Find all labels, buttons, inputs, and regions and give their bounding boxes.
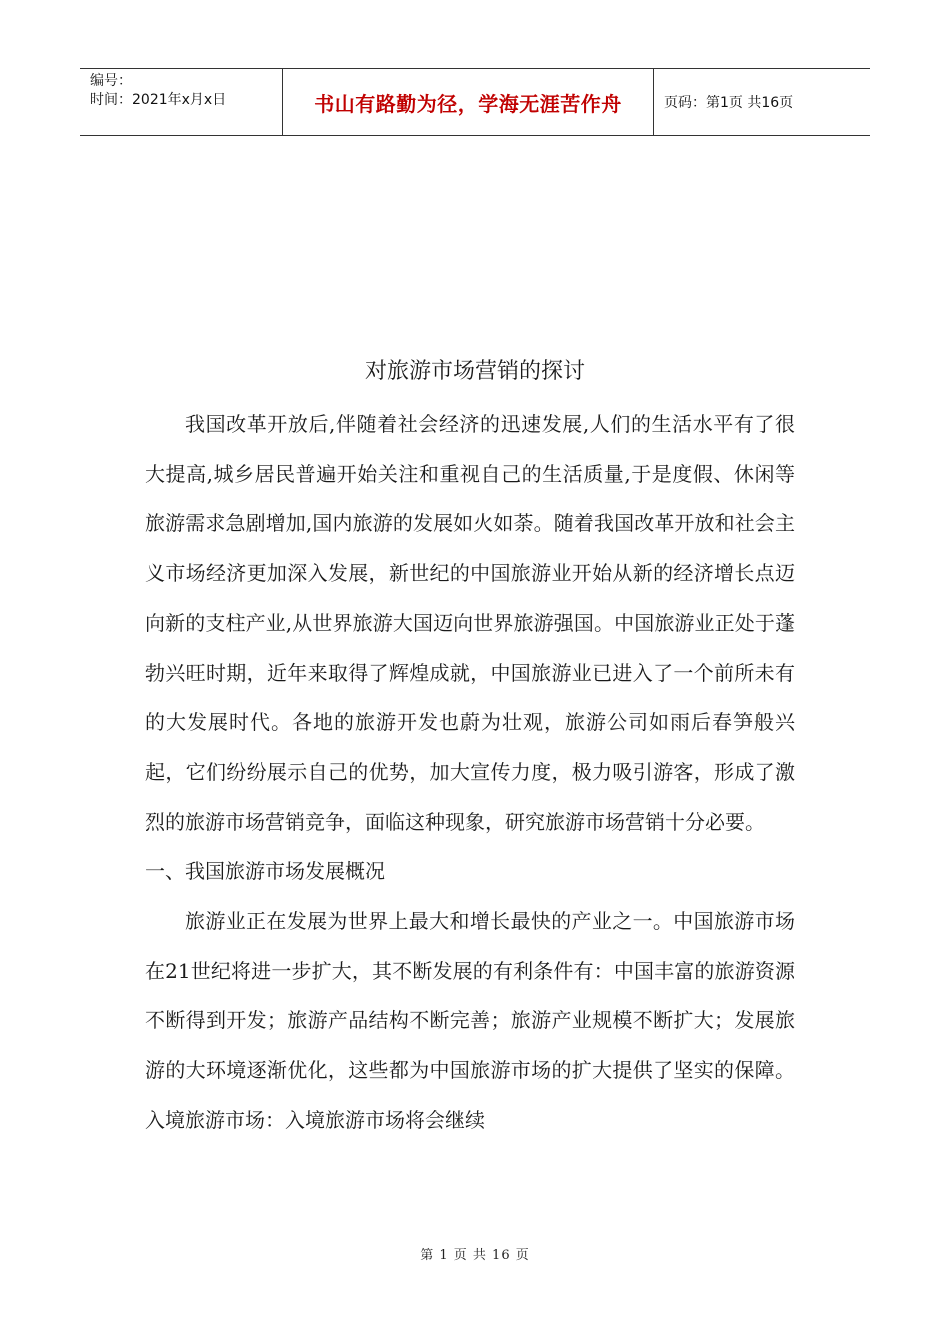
section-heading: 一、我国旅游市场发展概况 — [145, 859, 385, 884]
section-paragraph: 旅游业正在发展为世界上最大和增长最快的产业之一。中国旅游市场在21世纪将进一步扩大，其不断发展的有利条件有：中国丰富的旅游资源不断得到开发；旅游产品结构不断完善；旅游产业规模不断扩大；发展旅游的大环境逐渐优化，这些都为中国旅游市场的扩大提供了坚实的保障。入境旅游市场：入境旅游市场将会继续 — [145, 909, 795, 1132]
intro-paragraph: 我国改革开放后,伴随着社会经济的迅速发展,人们的生活水平有了很大提高,城乡居民普遍开始关注和重视自己的生活质量,于是度假、休闲等旅游需求急剧增加,国内旅游的发展如火如荼。随着我国改革开放和社会主义市场经济更加深入发展，新世纪的中国旅游业开始从新的经济增长点迈向新的支柱产业,从世界旅游大国迈向世界旅游强国。中国旅游业正处于蓬勃兴旺时期，近年来取得了辉煌成就，中国旅游业已进入了一个前所未有的大发展时代。各地的旅游开发也蔚为壮观，旅游公司如雨后春笋般兴起，它们纷纷展示自己的优势，加大宣传力度，极力吸引游客，形成了激烈的旅游市场营销竞争，面临这种现象，研究旅游市场营销十分必要。 — [145, 412, 795, 834]
article-title: 对旅游市场营销的探讨 — [364, 359, 585, 384]
number-label: 编号： — [90, 73, 132, 89]
header-meta — [80, 69, 283, 135]
article-body — [145, 400, 795, 1146]
page-footer: 第 1 页 共 16 页 — [420, 1248, 530, 1263]
header-page-info: 页码：第1页 共16页 — [664, 95, 794, 111]
document-header — [80, 68, 870, 136]
header-motto: 书山有路勤为径，学海无涯苦作舟 — [283, 69, 654, 135]
time-label: 时间：2021年x月x日 — [90, 92, 227, 108]
